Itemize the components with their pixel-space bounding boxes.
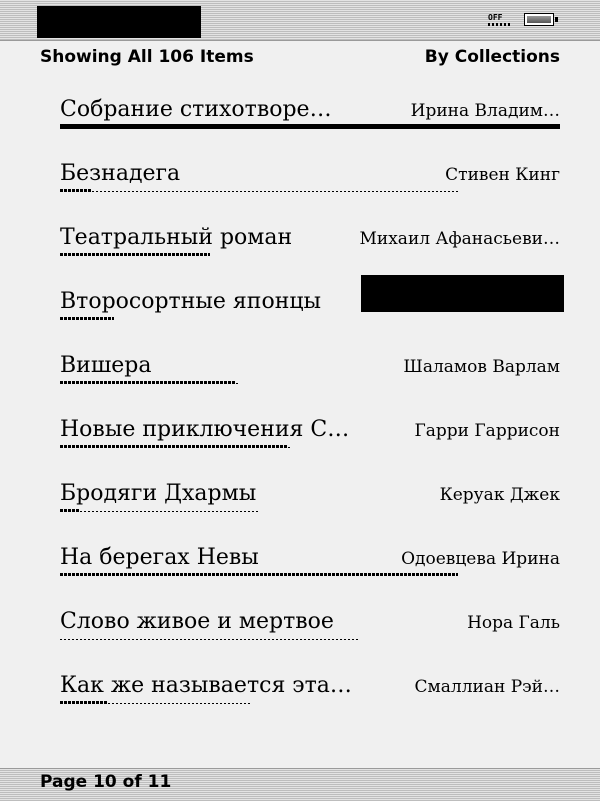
page-indicator: Page 10 of 11: [40, 772, 172, 792]
book-author: Ирина Владим…: [410, 101, 560, 121]
reading-progress-fill: [60, 189, 92, 192]
book-author: Михаил Афанасьеви…: [359, 229, 560, 249]
sort-by-collections[interactable]: By Collections: [424, 47, 560, 67]
top-status-bar: [0, 0, 600, 41]
book-list: [60, 88, 560, 728]
reading-progress-fill: [60, 701, 108, 704]
book-title[interactable]: Безнадега: [60, 161, 181, 186]
battery-level: [527, 16, 551, 23]
book-title[interactable]: Театральный роман: [60, 225, 293, 250]
reading-progress-fill: [60, 509, 80, 512]
book-author: Одоевцева Ирина: [401, 549, 560, 569]
book-title[interactable]: На берегах Невы: [60, 545, 259, 570]
reading-progress-dots: [60, 444, 290, 448]
book-row[interactable]: [60, 152, 560, 216]
book-title[interactable]: Бродяги Дхармы: [60, 481, 257, 506]
reading-progress-fill: [60, 253, 210, 256]
selection-underline: [60, 124, 560, 129]
book-row[interactable]: [60, 216, 560, 280]
reading-progress-fill: [60, 573, 458, 576]
book-author: Гарри Гаррисон: [414, 421, 560, 441]
reading-progress-dots: [60, 380, 240, 384]
book-row[interactable]: [60, 408, 560, 472]
reading-progress-dots: [60, 700, 252, 704]
book-row[interactable]: [60, 664, 560, 728]
reading-progress-fill: [60, 317, 114, 320]
book-author: Керуак Джек: [439, 485, 560, 505]
redacted-author-block: [361, 275, 564, 312]
battery-icon: [524, 13, 554, 26]
book-title[interactable]: Второсортные японцы: [60, 289, 322, 314]
bottom-status-bar: [0, 768, 600, 801]
book-row[interactable]: [60, 280, 560, 344]
book-title[interactable]: Как же называется эта…: [60, 673, 352, 698]
reading-progress-dots: [60, 572, 460, 576]
book-row[interactable]: [60, 600, 560, 664]
book-author: Смаллиан Рэй…: [414, 677, 560, 697]
book-author: Нора Галь: [467, 613, 560, 633]
showing-items-label: Showing All 106 Items: [40, 47, 254, 67]
reading-progress-dots: [60, 316, 114, 320]
book-row[interactable]: [60, 472, 560, 536]
reading-progress-dots: [60, 252, 210, 256]
book-title[interactable]: Новые приключения С…: [60, 417, 350, 442]
redacted-title-block: [37, 6, 201, 38]
book-row[interactable]: [60, 344, 560, 408]
book-title[interactable]: Слово живое и мертвое: [60, 609, 334, 634]
wireless-status-label: OFF: [488, 13, 503, 22]
reading-progress-fill: [60, 381, 236, 384]
reading-progress-dots: [60, 508, 260, 512]
book-author: Стивен Кинг: [445, 165, 560, 185]
wireless-bars-icon: [488, 23, 512, 26]
reading-progress-dots: [60, 188, 460, 192]
book-title[interactable]: Вишера: [60, 353, 152, 378]
book-row[interactable]: [60, 88, 560, 152]
book-title[interactable]: Собрание стихотворе…: [60, 97, 332, 122]
book-author: Шаламов Варлам: [403, 357, 560, 377]
reading-progress-fill: [60, 445, 288, 448]
wireless-status-icon: [488, 14, 512, 26]
book-row[interactable]: [60, 536, 560, 600]
reading-progress-dots: [60, 636, 360, 640]
